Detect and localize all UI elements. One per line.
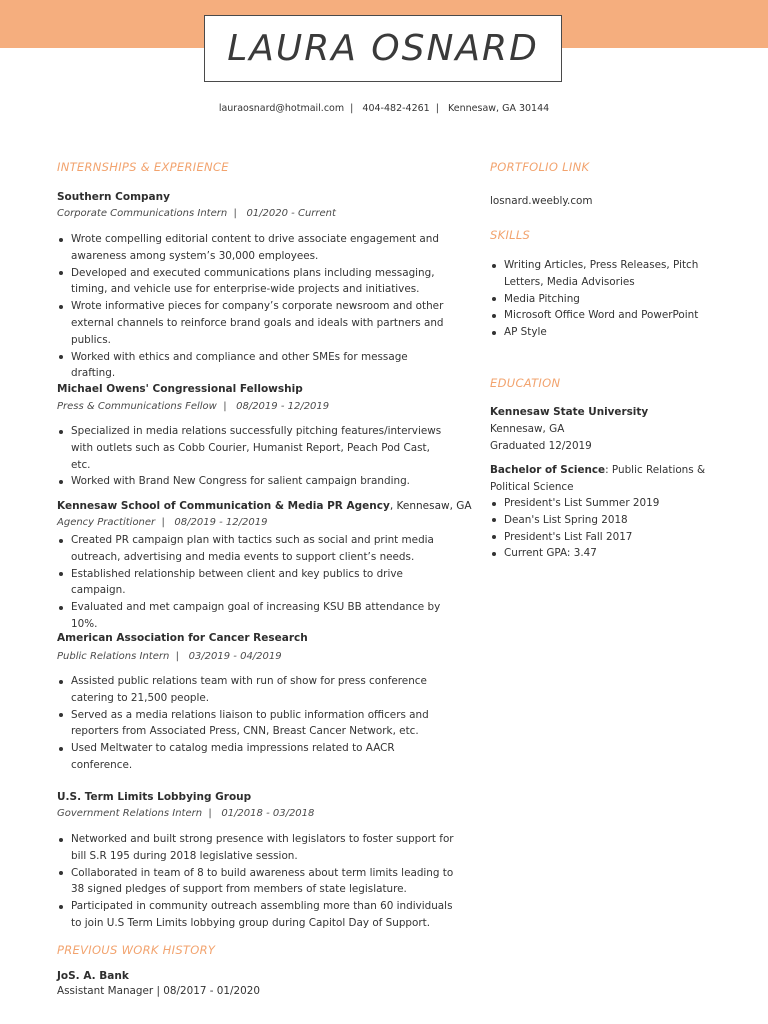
job-org-name: Kennesaw School of Communication & Media PR Agency: [57, 500, 390, 512]
list-item: President's List Summer 2019: [490, 495, 715, 512]
list-item: Specialized in media relations successfully pitching features/interviews with outlets such as Cobb Courier, Humanist Report, Peach Pod Cast, etc.: [57, 423, 452, 473]
job-role: Government Relations Intern | 01/2018 - 03/2018: [57, 808, 315, 819]
job-bullets: [57, 423, 452, 490]
previous-org: JoS. A. Bank: [57, 970, 129, 982]
skills-list: [490, 257, 715, 341]
list-item: Microsoft Office Word and PowerPoint: [490, 307, 715, 324]
list-item: Collaborated in team of 8 to build awareness about term limits leading to 38 signed pledges of support from members of state legislature.: [57, 865, 457, 899]
list-item: Worked with Brand New Congress for salient campaign branding.: [57, 473, 452, 490]
school-location: Kennesaw, GA: [490, 423, 565, 435]
list-item: Created PR campaign plan with tactics such as social and print media outreach, advertising and media events to support client’s needs.: [57, 532, 457, 566]
list-item: Wrote informative pieces for company’s corporate newsroom and other external channels to reinforce brand goals and ideals with partners and publics.: [57, 298, 452, 348]
list-item: President's List Fall 2017: [490, 529, 715, 546]
list-item: Participated in community outreach assembling more than 60 individuals to join U.S Term Limits lobbying group during Capitol Day of Support.: [57, 898, 457, 932]
job-org-location: , Kennesaw, GA: [389, 500, 472, 512]
section-title-education: EDUCATION: [490, 376, 561, 390]
school-name: Kennesaw State University: [490, 406, 649, 418]
list-item: Established relationship between client and key publics to drive campaign.: [57, 566, 457, 600]
section-title-previous-work: PREVIOUS WORK HISTORY: [57, 943, 216, 957]
job-role: Agency Practitioner | 08/2019 - 12/2019: [57, 517, 268, 528]
job-org: U.S. Term Limits Lobbying Group: [57, 791, 252, 803]
list-item: Served as a media relations liaison to public information officers and reporters from Associated Press, CNN, Breast Cancer Network, etc.: [57, 707, 452, 741]
job-org: Southern Company: [57, 191, 170, 203]
job-role: Press & Communications Fellow | 08/2019 - 12/2019: [57, 401, 330, 412]
list-item: Used Meltwater to catalog media impressions related to AACR conference.: [57, 740, 452, 774]
section-title-experience: INTERNSHIPS & EXPERIENCE: [57, 160, 229, 174]
list-item: Assisted public relations team with run of show for press conference catering to 21,500 people.: [57, 673, 452, 707]
list-item: Worked with ethics and compliance and other SMEs for message drafting.: [57, 349, 452, 383]
degree-label: Bachelor of Science: [490, 464, 606, 476]
job-bullets: [57, 231, 452, 382]
section-title-portfolio: PORTFOLIO LINK: [490, 160, 590, 174]
job-org: [57, 500, 472, 512]
name-box: [204, 15, 562, 82]
graduation-date: Graduated 12/2019: [490, 440, 592, 452]
job-org: American Association for Cancer Research: [57, 632, 308, 644]
previous-role: Assistant Manager | 08/2017 - 01/2020: [57, 985, 260, 997]
list-item: Networked and built strong presence with legislators to foster support for bill S.R 195 during 2018 legislative session.: [57, 831, 457, 865]
job-role: Public Relations Intern | 03/2019 - 04/2019: [57, 651, 282, 662]
contact-line: lauraosnard@hotmail.com | 404-482-4261 | Kennesaw, GA 30144: [218, 103, 550, 114]
list-item: Media Pitching: [490, 291, 715, 308]
job-bullets: [57, 532, 457, 633]
job-bullets: [57, 831, 457, 932]
portfolio-link[interactable]: losnard.weebly.com: [490, 195, 593, 207]
list-item: Writing Articles, Press Releases, Pitch Letters, Media Advisories: [490, 257, 715, 291]
section-title-skills: SKILLS: [490, 228, 531, 242]
job-org: Michael Owens' Congressional Fellowship: [57, 383, 303, 395]
list-item: Current GPA: 3.47: [490, 545, 715, 562]
list-item: AP Style: [490, 324, 715, 341]
job-bullets: [57, 673, 452, 774]
list-item: Dean's List Spring 2018: [490, 512, 715, 529]
list-item: Developed and executed communications plans including messaging, timing, and vehicle use for enterprise-wide projects and initiatives.: [57, 265, 452, 299]
list-item: Evaluated and met campaign goal of increasing KSU BB attendance by 10%.: [57, 599, 457, 633]
education-honors-list: [490, 495, 715, 562]
list-item: Wrote compelling editorial content to drive associate engagement and awareness among system’s 30,000 employees.: [57, 231, 452, 265]
degree: [490, 462, 715, 496]
candidate-name: LAURA OSNARD: [227, 28, 539, 69]
job-role: Corporate Communications Intern | 01/2020 - Current: [57, 208, 336, 219]
degree-field: : Public Relations & Political Science: [490, 464, 706, 493]
